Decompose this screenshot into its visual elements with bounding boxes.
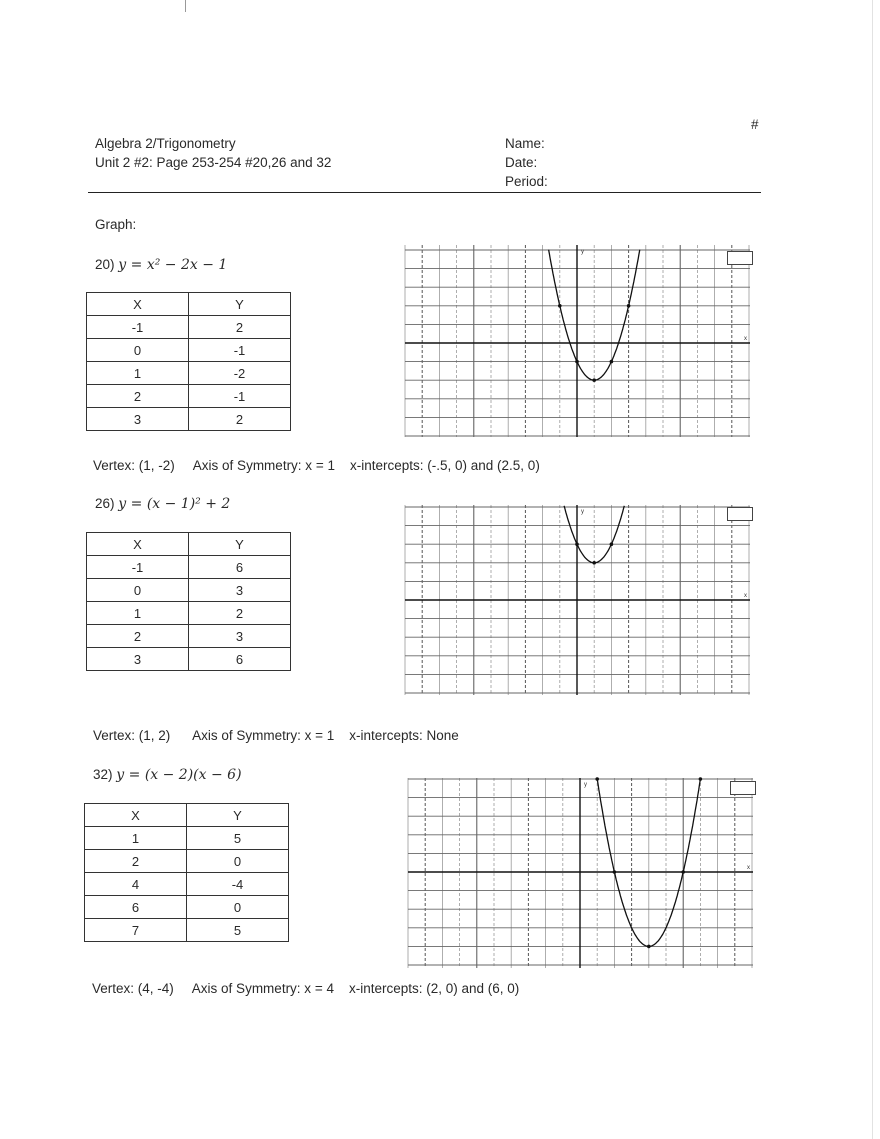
svg-text:y: y [584,782,587,788]
table-row [87,556,291,579]
cell-y: 6 [189,648,291,671]
table-header-x: X [87,293,189,316]
table-header-row [87,293,291,316]
cell-x: 0 [87,579,189,602]
problem-26-summary [93,727,459,745]
course-title: Algebra 2/Trigonometry [95,136,236,151]
svg-text:x: x [747,865,750,871]
cell-y: -1 [189,385,291,408]
problem-20-graph [405,245,750,437]
svg-text:x: x [744,336,747,342]
cell-y: 2 [189,408,291,431]
svg-text:y: y [581,249,584,255]
cell-x: 4 [85,873,187,896]
cell-x: 2 [87,625,189,648]
cell-x: 2 [85,850,187,873]
table-header-x: X [87,533,189,556]
problem-label: 26) [95,496,115,511]
cell-x: 7 [85,919,187,942]
svg-text:x: x [744,593,747,599]
problem-32-table [84,803,289,942]
problem-20-heading [95,256,227,274]
problem-26-graph [405,505,750,695]
vertex-text: Vertex: (1, 2) [93,728,171,743]
date-label: Date: [505,155,538,170]
cell-x: -1 [87,316,189,339]
table-row [87,316,291,339]
cell-x: 3 [87,408,189,431]
scan-edge-top [185,0,186,12]
problem-20-summary [93,457,540,475]
cell-y: -4 [187,873,289,896]
problem-32-summary [92,980,519,998]
graph-legend [727,251,753,265]
problem-equation: y = (x − 2)(x − 6) [116,767,242,783]
cell-x: 0 [87,339,189,362]
table-row [87,602,291,625]
assignment-title: Unit 2 #2: Page 253-254 #20,26 and 32 [95,155,332,170]
problem-equation: y = x² − 2x − 1 [118,257,228,273]
cell-y: 0 [187,850,289,873]
svg-text:y: y [581,509,584,515]
problem-26-table [86,532,291,671]
axis-text: Axis of Symmetry: x = 1 [192,728,335,743]
period-label: Period: [505,174,548,189]
number-mark: # [751,117,759,132]
cell-y: -2 [189,362,291,385]
table-row [87,625,291,648]
cell-x: -1 [87,556,189,579]
table-row [87,339,291,362]
problem-20-table [86,292,291,431]
vertex-text: Vertex: (4, -4) [92,981,174,996]
table-row [87,408,291,431]
intercepts-text: x-intercepts: None [349,728,459,743]
table-header-row [87,533,291,556]
cell-y: 2 [189,602,291,625]
cell-y: -1 [189,339,291,362]
header-divider [88,192,761,193]
table-header-y: Y [189,293,291,316]
cell-y: 5 [187,827,289,850]
table-row [87,362,291,385]
graph-legend [727,507,753,521]
cell-y: 6 [189,556,291,579]
axis-text: Axis of Symmetry: x = 1 [192,458,335,473]
problem-label: 32) [93,767,113,782]
table-header-y: Y [187,804,289,827]
cell-x: 1 [85,827,187,850]
table-row [85,827,289,850]
name-label: Name: [505,136,545,151]
table-row [87,579,291,602]
instruction-label: Graph: [95,217,137,232]
intercepts-text: x-intercepts: (2, 0) and (6, 0) [348,981,520,996]
scan-edge-right [872,0,873,1139]
vertex-text: Vertex: (1, -2) [93,458,175,473]
table-row [85,896,289,919]
problem-26-heading [95,495,230,513]
cell-x: 3 [87,648,189,671]
cell-x: 1 [87,602,189,625]
problem-32-heading [93,766,242,784]
problem-equation: y = (x − 1)² + 2 [118,496,231,512]
cell-y: 3 [189,625,291,648]
cell-y: 5 [187,919,289,942]
cell-y: 0 [187,896,289,919]
problem-label: 20) [95,257,115,272]
cell-x: 1 [87,362,189,385]
problem-32-graph [408,778,753,968]
table-header-y: Y [189,533,291,556]
table-header-row [85,804,289,827]
cell-y: 3 [189,579,291,602]
table-row [85,919,289,942]
table-row [87,385,291,408]
cell-y: 2 [189,316,291,339]
cell-x: 2 [87,385,189,408]
axis-text: Axis of Symmetry: x = 4 [191,981,334,996]
graph-legend [730,781,756,795]
cell-x: 6 [85,896,187,919]
table-row [87,648,291,671]
table-row [85,850,289,873]
table-row [85,873,289,896]
table-header-x: X [85,804,187,827]
intercepts-text: x-intercepts: (-.5, 0) and (2.5, 0) [349,458,540,473]
